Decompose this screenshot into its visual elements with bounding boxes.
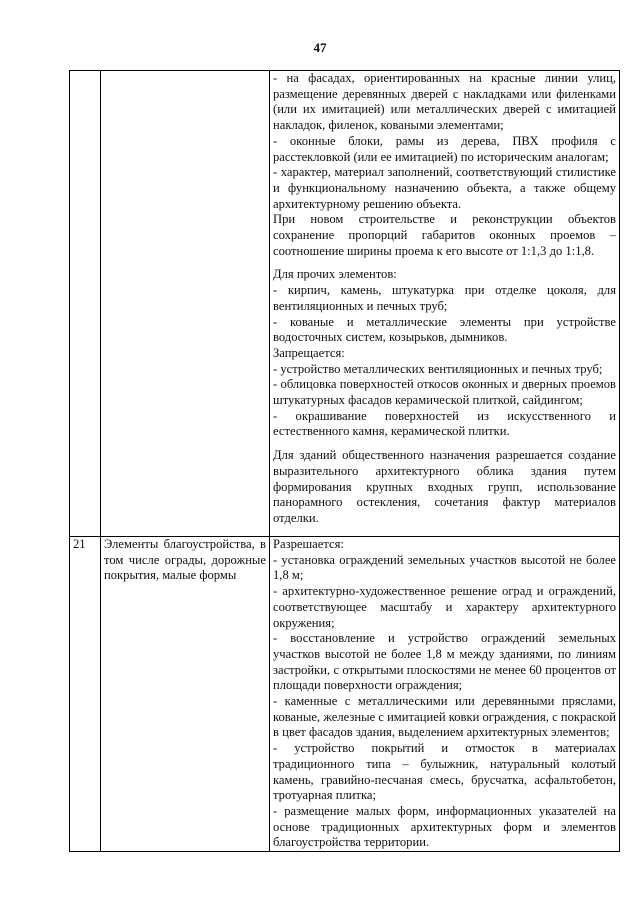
- requirement-paragraph: - размещение малых форм, информационных указателей на основе традиционных архитектурных форм и элементов благоустройства территории.: [273, 803, 616, 850]
- requirement-paragraph: - устройство металлических вентиляционных и печных труб;: [273, 361, 603, 376]
- requirement-paragraph: - кованые и металлические элементы при устройстве водосточных систем, козырьков, дымников.: [273, 314, 616, 345]
- requirement-paragraph: Для зданий общественного назначения разрешается создание выразительного архитектурного облика здания путем формирования крупных входных групп, использование панорамного остекления, сочетания фактур материалов отделки.: [273, 448, 616, 525]
- requirement-paragraph: Для прочих элементов:: [273, 267, 397, 282]
- page-number: 47: [313, 40, 327, 55]
- requirement-paragraph: - характер, материал заполнений, соответствующий стилистике и функциональному назначению объекта, а также общему архитектурному решению объекта.: [273, 165, 616, 211]
- table-body: [70, 71, 620, 852]
- requirement-paragraph: - облицовка поверхностей откосов оконных и дверных проемов штукатурных фасадов керамической плиткой, сайдингом;: [273, 377, 616, 408]
- element-name: [101, 537, 270, 852]
- table-row: [70, 537, 620, 852]
- requirement-paragraph: - кирпич, камень, штукатурка при отделке цоколя, для вентиляционных и печных труб;: [273, 283, 616, 313]
- requirement-paragraph: Разрешается:: [273, 537, 344, 551]
- element-name-text: Элементы благоустройства, в том числе ограды, дорожные покрытия, малые формы: [104, 537, 266, 583]
- requirements-cell: [270, 71, 620, 537]
- requirement-paragraph: - архитектурно-художественное решение оград и ограждений, соответствующее масштабу и характеру архитектурного окружения;: [273, 584, 616, 630]
- element-name: [101, 71, 270, 537]
- requirements-cell: [270, 537, 620, 852]
- requirement-paragraph: - на фасадах, ориентированных на красные линии улиц, размещение деревянных дверей с накладками или филенками (или их имитацией) или металлических дверей с имитацией накладок, филенок, коваными элементами;: [273, 71, 616, 133]
- table-row: [70, 71, 620, 537]
- requirements-block: [273, 448, 616, 527]
- requirement-paragraph: - окрашивание поверхностей из искусственного и естественного камня, керамической плитки.: [273, 408, 616, 439]
- requirements-block: [273, 267, 616, 440]
- requirement-paragraph: - оконные блоки, рамы из дерева, ПВХ профиля с расстекловкой (или ее имитацией) по историческим аналогам;: [273, 133, 616, 164]
- row-number: 21: [70, 537, 101, 852]
- row-number: [70, 71, 101, 537]
- requirement-paragraph: - устройство покрытий и отмосток в материалах традиционного типа – булыжник, натуральный колотый камень, гравийно-песчаная смесь, брусчатка, асфальтобетон, тротуарная плитка;: [273, 741, 616, 803]
- requirements-block: [273, 537, 616, 851]
- regulations-table: [69, 70, 620, 852]
- requirement-paragraph: - установка ограждений земельных участков высотой не более 1,8 м;: [273, 552, 616, 583]
- requirements-block: [273, 71, 616, 259]
- requirement-paragraph: При новом строительстве и реконструкции объектов сохранение пропорций габаритов оконных проемов – соотношение ширины проема к его высоте от 1:1,3 до 1:1,8.: [273, 212, 616, 258]
- requirement-paragraph: - каменные с металлическими или деревянными пряслами, кованые, железные с имитацией ковки ограждения, с покраской в цвет фасадов здания, выделением архитектурных элементов;: [273, 694, 616, 740]
- requirement-paragraph: - восстановление и устройство ограждений земельных участков высотой не более 1,8 м между зданиями, по линиям застройки, с открытыми плоскостями не менее 60 процентов от площади поверхности ограждения;: [273, 631, 616, 693]
- requirement-paragraph: Запрещается:: [273, 345, 345, 360]
